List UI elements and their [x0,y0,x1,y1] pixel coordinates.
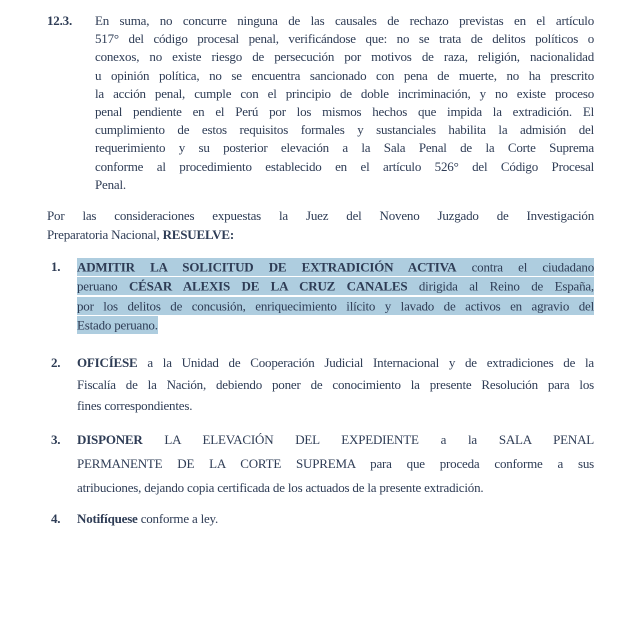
text-line [95,12,594,30]
text-line [77,296,594,316]
text-run: requerimiento y su posterior elevación a la Sala Penal de la Corte Suprema [95,140,594,156]
text-run: cumplimiento de estos requisitos formales y sustanciales habilita la admisión del [95,122,594,138]
text-run: u opinión política, no se encuentra sancionado con pena de muerte, no ha prescrito [95,67,594,83]
text-run: RESUELVE: [162,226,235,242]
clause-12-3 [47,12,594,194]
resolution-item [47,509,594,529]
text-run: CÉSAR ALEXIS DE LA CRUZ CANALES [128,278,408,294]
highlight-span [77,297,594,315]
clause-number: 12.3. [47,13,73,28]
text-run: penal pendiente en el Perú por los mismos hechos que impida la extradición. El [95,104,594,120]
text-run: En suma, no concurre ninguna de las causales de rechazo previstas en el artículo [95,13,594,28]
text-run: dirigida al Reino de España, [407,278,594,294]
item-body [77,428,594,500]
text-run: Preparatoria Nacional, [47,226,163,242]
text-line [47,226,594,245]
text-line [95,30,594,48]
text-run: Notifíquese [77,510,138,526]
text-line [77,476,594,500]
text-run: fines correspondientes. [77,398,193,414]
item-number: 1. [51,259,61,275]
item-number: 3. [51,431,61,447]
text-run: LA ELEVACIÓN DEL EXPEDIENTE a la SALA PENAL [142,431,594,447]
closing-paragraph [47,207,594,244]
text-run: contra el ciudadano [456,259,594,275]
text-run: a la Unidad de Cooperación Judicial Internacional y de extradiciones de la [137,355,594,371]
item-number: 4. [51,510,61,526]
text-line [95,121,594,139]
text-run: PERMANENTE DE LA CORTE SUPREMA para que proceda conforme a sus [77,455,594,471]
text-run: conforme al procedimiento establecido en el artículo 526° del Código Procesal [95,158,594,174]
text-line [95,158,594,176]
text-line [77,277,594,297]
text-run: conexos, no existe riesgo de persecución por motivos de raza, religión, nacionalidad [95,49,594,65]
text-run: Penal. [95,176,126,192]
text-run: conforme a ley. [137,510,219,526]
text-line [77,428,594,452]
text-run: Fiscalía de la Nación, debiendo poner de conocimiento la presente Resolución para los [77,376,594,392]
resolution-item [47,352,594,417]
resolution-list [47,257,594,529]
text-run: Estado peruano. [77,317,158,333]
text-line [77,509,594,529]
resolution-item [47,428,594,500]
item-body [77,509,594,529]
resolution-item [47,257,594,335]
text-line [95,103,594,121]
text-line [47,207,594,226]
text-run: DISPONER [77,431,143,447]
text-line [95,176,594,194]
text-line [77,352,594,374]
text-run: la acción penal, cumple con el principio de doble incriminación, y no existe proceso [95,85,594,101]
item-body [77,257,594,335]
text-run: peruano [77,278,129,294]
text-line [77,452,594,476]
item-body [77,352,594,417]
text-run: ADMITIR LA SOLICITUD DE EXTRADICIÓN ACTIVA [77,259,457,275]
text-line [95,139,594,157]
text-line [77,374,594,396]
text-run: Por las consideraciones expuestas la Juez del Noveno Juzgado de Investigación [47,208,594,224]
text-run: atribuciones, dejando copia certificada de los actuados de la presente extradición. [77,479,484,495]
text-run: por los delitos de concusión, enriquecimiento ilícito y lavado de activos en agravio del [77,298,594,314]
text-line [77,395,594,417]
text-line [95,67,594,85]
highlight-span [77,258,594,276]
text-line [77,257,594,277]
clause-text [95,12,594,194]
text-line [95,48,594,66]
text-line [95,85,594,103]
text-run: OFICÍESE [77,355,138,371]
highlight-span [77,277,594,295]
text-run: 517° del código procesal penal, verificándose que: no se trata de delitos políticos o [95,31,594,47]
highlight-span [77,316,158,334]
text-line [77,316,594,336]
item-number: 2. [51,355,61,371]
